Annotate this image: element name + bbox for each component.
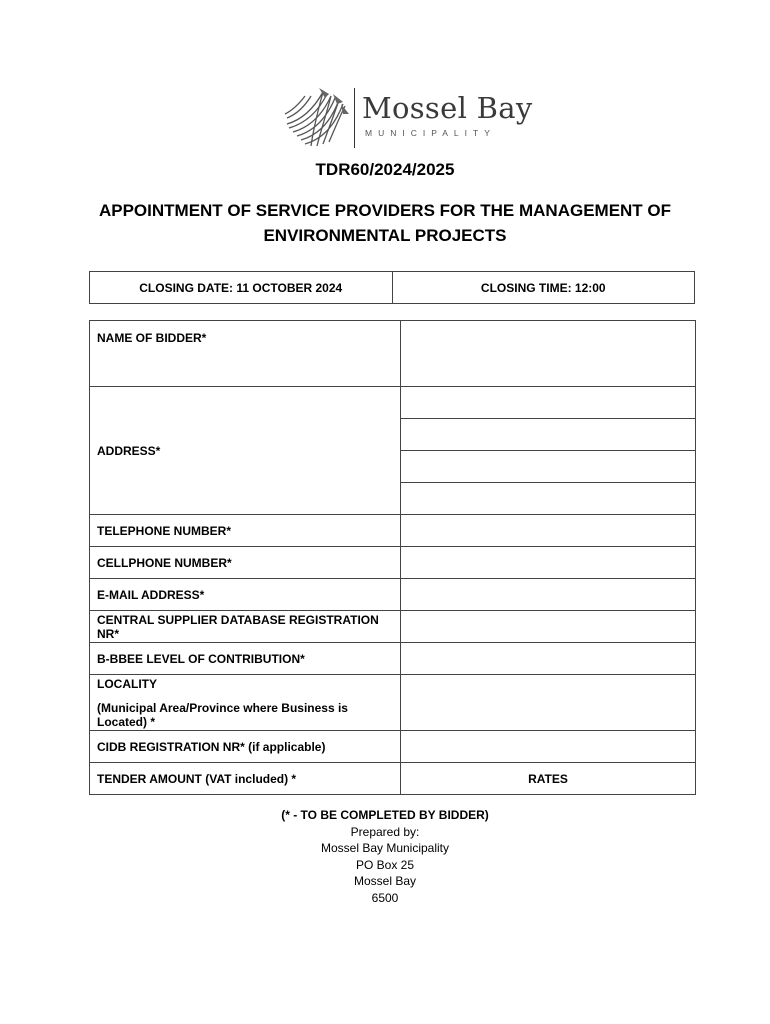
email-label: E-MAIL ADDRESS* [90,579,401,611]
cellphone-label: CELLPHONE NUMBER* [90,547,401,579]
name-of-bidder-field[interactable] [401,321,696,387]
bbbee-field[interactable] [401,643,696,675]
bidder-details-table [89,320,696,795]
telephone-row [90,515,696,547]
town: Mossel Bay [353,874,417,888]
completion-note: (* - TO BE COMPLETED BY BIDDER) [281,808,489,822]
closing-date: CLOSING DATE: 11 OCTOBER 2024 [90,272,393,304]
email-field[interactable] [401,579,696,611]
cellphone-row [90,547,696,579]
closing-details-table [89,271,695,304]
bbbee-label: B-BBEE LEVEL OF CONTRIBUTION* [90,643,401,675]
municipality-logo [283,84,533,152]
address-field-line-4[interactable] [401,483,696,515]
locality-label [90,675,401,731]
locality-row [90,675,696,731]
closing-row [90,272,695,304]
document-title: APPOINTMENT OF SERVICE PROVIDERS FOR THE MANAGEMENT OF ENVIRONMENTAL PROJECTS [98,201,672,245]
closing-time: CLOSING TIME: 12:00 [392,272,695,304]
cidb-row [90,731,696,763]
csd-label: CENTRAL SUPPLIER DATABASE REGISTRATION NR* [90,611,401,643]
locality-title: LOCALITY [97,676,157,691]
cidb-label: CIDB REGISTRATION NR* (if applicable) [90,731,401,763]
prepared-by-org: Mossel Bay Municipality [320,841,450,855]
csd-row [90,611,696,643]
postal-code: 6500 [371,890,399,905]
po-box: PO Box 25 [355,857,415,872]
rates-field[interactable]: RATES [401,763,696,795]
logo-subtitle: MUNICIPALITY [365,128,496,138]
tender-amount-row [90,763,696,795]
cellphone-field[interactable] [401,547,696,579]
cidb-field[interactable] [401,731,696,763]
name-of-bidder-label: NAME OF BIDDER* [90,321,401,387]
tender-reference: TDR60/2024/2025 [315,160,455,179]
mossel-bay-emblem-icon [283,84,353,152]
logo-divider [354,88,355,148]
tender-amount-label: TENDER AMOUNT (VAT included) * [90,763,401,795]
csd-field[interactable] [401,611,696,643]
locality-field[interactable] [401,675,696,731]
footer [0,807,770,906]
logo-name: Mossel Bay [362,91,533,125]
address-row [90,387,696,419]
prepared-by: Prepared by: [350,824,420,839]
email-row [90,579,696,611]
locality-subtitle: (Municipal Area/Province where Business is Located) * [97,700,348,729]
telephone-label: TELEPHONE NUMBER* [90,515,401,547]
name-of-bidder-row [90,321,696,387]
telephone-field[interactable] [401,515,696,547]
address-label: ADDRESS* [90,387,401,515]
address-field-line-3[interactable] [401,451,696,483]
bbbee-row [90,643,696,675]
address-field-line-2[interactable] [401,419,696,451]
address-field-line-1[interactable] [401,387,696,419]
